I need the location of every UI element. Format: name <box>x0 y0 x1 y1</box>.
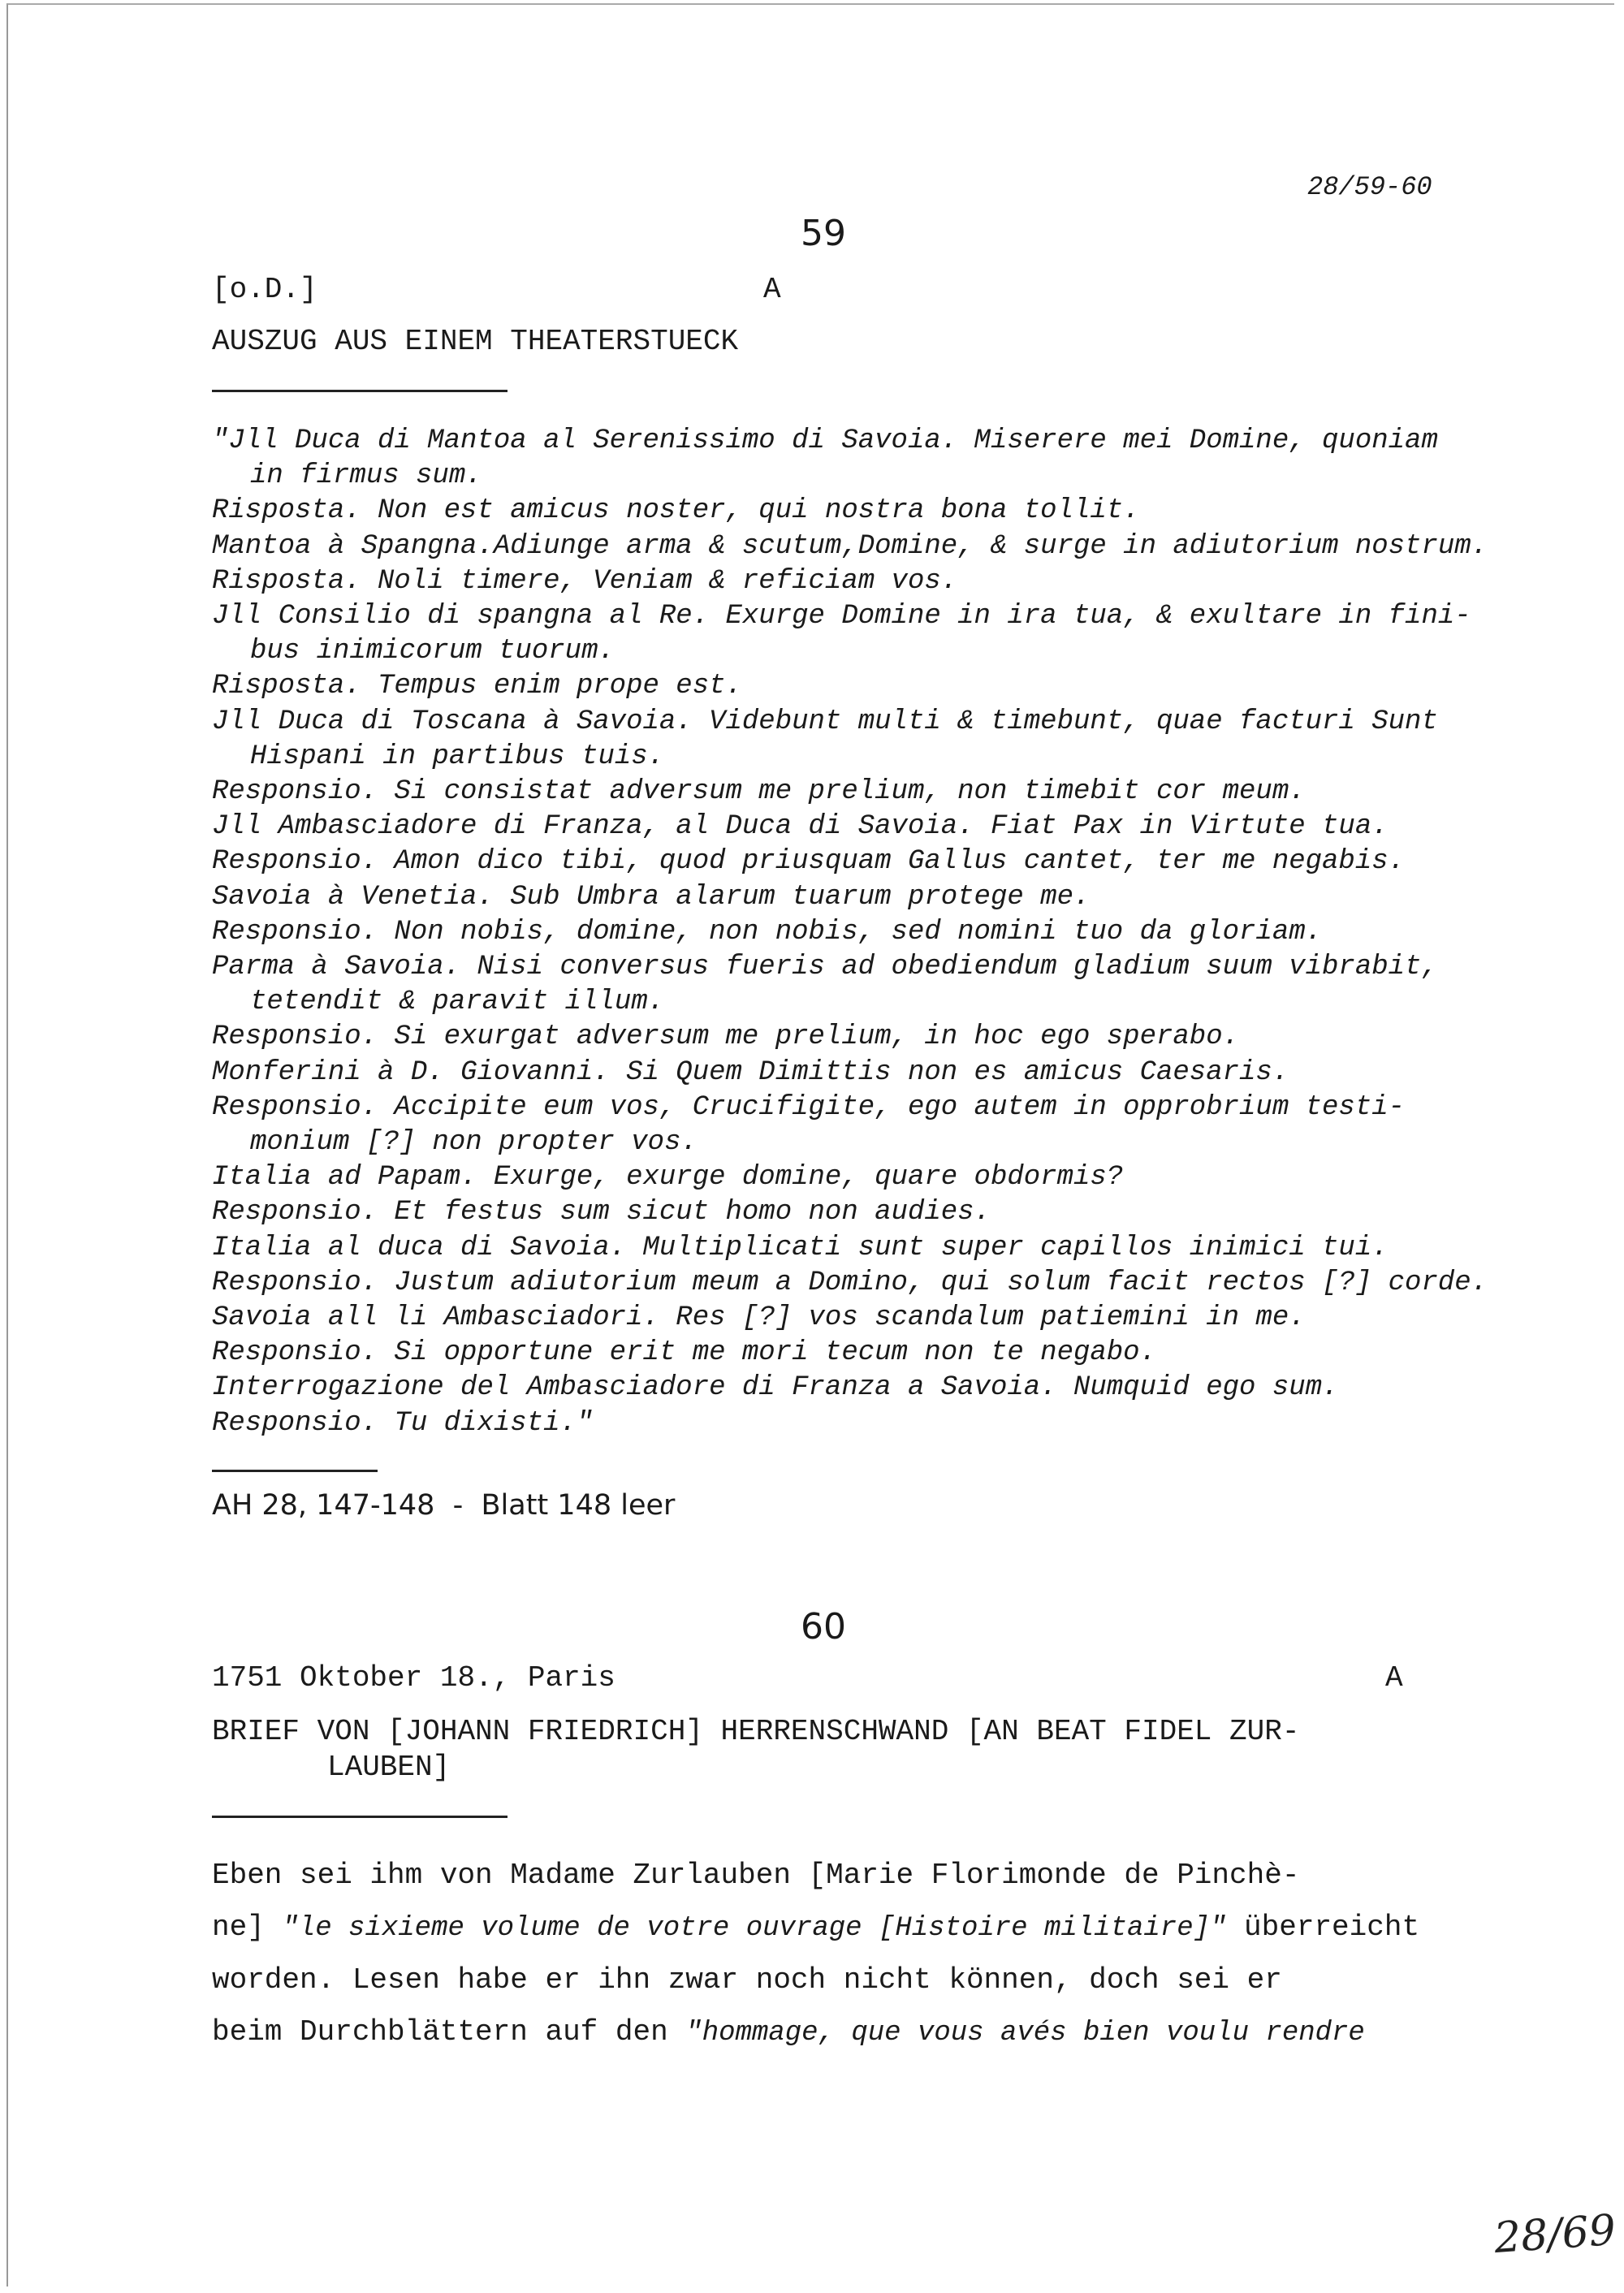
quote-line: Italia al duca di Savoia. Multiplicati sunt super capillos inimici tui. <box>212 1232 1389 1263</box>
quote-line: Responsio. Si opportune erit me mori tecum non te negabo. <box>212 1337 1156 1369</box>
quote-line: "Jll Duca di Mantoa al Serenissimo di Savoia. Miserere mei Domine, quoniam <box>212 425 1438 456</box>
document-number-60: 60 <box>801 1606 846 1647</box>
quote-line: Italia ad Papam. Exurge, exurge domine, quare obdormis? <box>212 1162 1124 1194</box>
summary-line <box>212 1902 1419 1954</box>
quote-line: monium [?] non propter vos. <box>250 1127 698 1159</box>
quote-line: bus inimicorum tuorum. <box>250 636 615 667</box>
quote-line: Monferini à D. Giovanni. Si Quem Dimittis non es amicus Caesaris. <box>212 1056 1289 1088</box>
summary-text: beim Durchblättern auf den <box>212 2015 686 2049</box>
document-number-59: 59 <box>801 213 846 254</box>
summary-text: überreicht <box>1226 1911 1420 1944</box>
quote-line: Mantoa à Spangna.Adiunge arma & scutum,Domine, & surge in adiutorium nostrum. <box>212 530 1488 562</box>
doc59-grade: A <box>763 273 781 306</box>
quote-line: Risposta. Noli timere, Veniam & reficiam vos. <box>212 565 958 597</box>
page-reference: 28/59-60 <box>1307 172 1432 202</box>
doc59-source-rule <box>212 1470 378 1472</box>
quote-line: Risposta. Non est amicus noster, qui nostra bona tollit. <box>212 495 1140 527</box>
doc60-title-line1: BRIEF VON [JOHANN FRIEDRICH] HERRENSCHWAND [AN BEAT FIDEL ZUR- <box>212 1715 1300 1748</box>
quote-line: Jll Duca di Toscana à Savoia. Videbunt multi & timebunt, quae facturi Sunt <box>212 706 1438 737</box>
quote-line: in firmus sum. <box>250 460 482 492</box>
quote-line: Responsio. Amon dico tibi, quod priusquam Gallus cantet, ter me negabis. <box>212 846 1406 878</box>
quote-line: tetendit & paravit illum. <box>250 987 665 1018</box>
quote-line: Responsio. Non nobis, domine, non nobis, sed nomini tuo da gloriam. <box>212 916 1323 948</box>
quote-line: Interrogazione del Ambasciadore di Franza a Savoia. Numquid ego sum. <box>212 1372 1339 1404</box>
summary-line <box>212 2006 1419 2059</box>
quote-line: Savoia à Venetia. Sub Umbra alarum tuarum protege me. <box>212 881 1091 913</box>
quote-line: Responsio. Et festus sum sicut homo non audies. <box>212 1197 991 1229</box>
doc60-title-line2: LAUBEN] <box>327 1751 451 1784</box>
quote-line: Responsio. Justum adiutorium meum a Domino, qui solum facit rectos [?] corde. <box>212 1267 1488 1298</box>
handwritten-page-stamp: 28/69 <box>1492 2205 1618 2264</box>
quote-line: Parma à Savoia. Nisi conversus fueris ad obediendum gladium suum vibrabit, <box>212 952 1438 983</box>
doc59-quote-block <box>212 424 1488 1441</box>
doc60-title-rule <box>212 1816 508 1818</box>
quote-line: Jll Consilio di spangna al Re. Exurge Domine in ira tua, & exultare in fini- <box>212 601 1471 633</box>
summary-quote: "le sixieme volume de votre ouvrage [Histoire militaire]" <box>282 1913 1227 1944</box>
doc60-grade: A <box>1385 1661 1403 1695</box>
summary-quote: "hommage, que vous avés bien voulu rendre <box>685 2018 1365 2049</box>
doc59-source: AH 28, 147-148 - Blatt 148 leer <box>212 1489 676 1522</box>
quote-line: Responsio. Si exurgat adversum me prelium, in hoc ego sperabo. <box>212 1021 1240 1053</box>
summary-line: worden. Lesen habe er ihn zwar noch nicht können, doch sei er <box>212 1963 1282 1997</box>
quote-line: Jll Ambasciadore di Franza, al Duca di Savoia. Fiat Pax in Virtute tua. <box>212 811 1389 843</box>
doc60-date-place: 1751 Oktober 18., Paris <box>212 1661 615 1695</box>
quote-line: Responsio. Tu dixisti." <box>212 1407 594 1439</box>
summary-text: ne] <box>212 1911 283 1944</box>
quote-line: Hispani in partibus tuis. <box>250 741 665 772</box>
quote-line: Risposta. Tempus enim prope est. <box>212 671 742 702</box>
quote-line: Savoia all li Ambasciadori. Res [?] vos scandalum patiemini in me. <box>212 1302 1306 1334</box>
summary-line: Eben sei ihm von Madame Zurlauben [Marie Florimonde de Pinchè- <box>212 1859 1300 1892</box>
quote-line: Responsio. Accipite eum vos, Crucifigite, ego autem in opprobrium testi- <box>212 1091 1406 1123</box>
doc60-summary <box>212 1850 1419 2059</box>
doc59-date-place: [o.D.] <box>212 273 317 306</box>
doc59-title: AUSZUG AUS EINEM THEATERSTUECK <box>212 325 739 358</box>
doc59-title-rule <box>212 390 508 392</box>
quote-line: Responsio. Si consistat adversum me prelium, non timebit cor meum. <box>212 776 1306 808</box>
